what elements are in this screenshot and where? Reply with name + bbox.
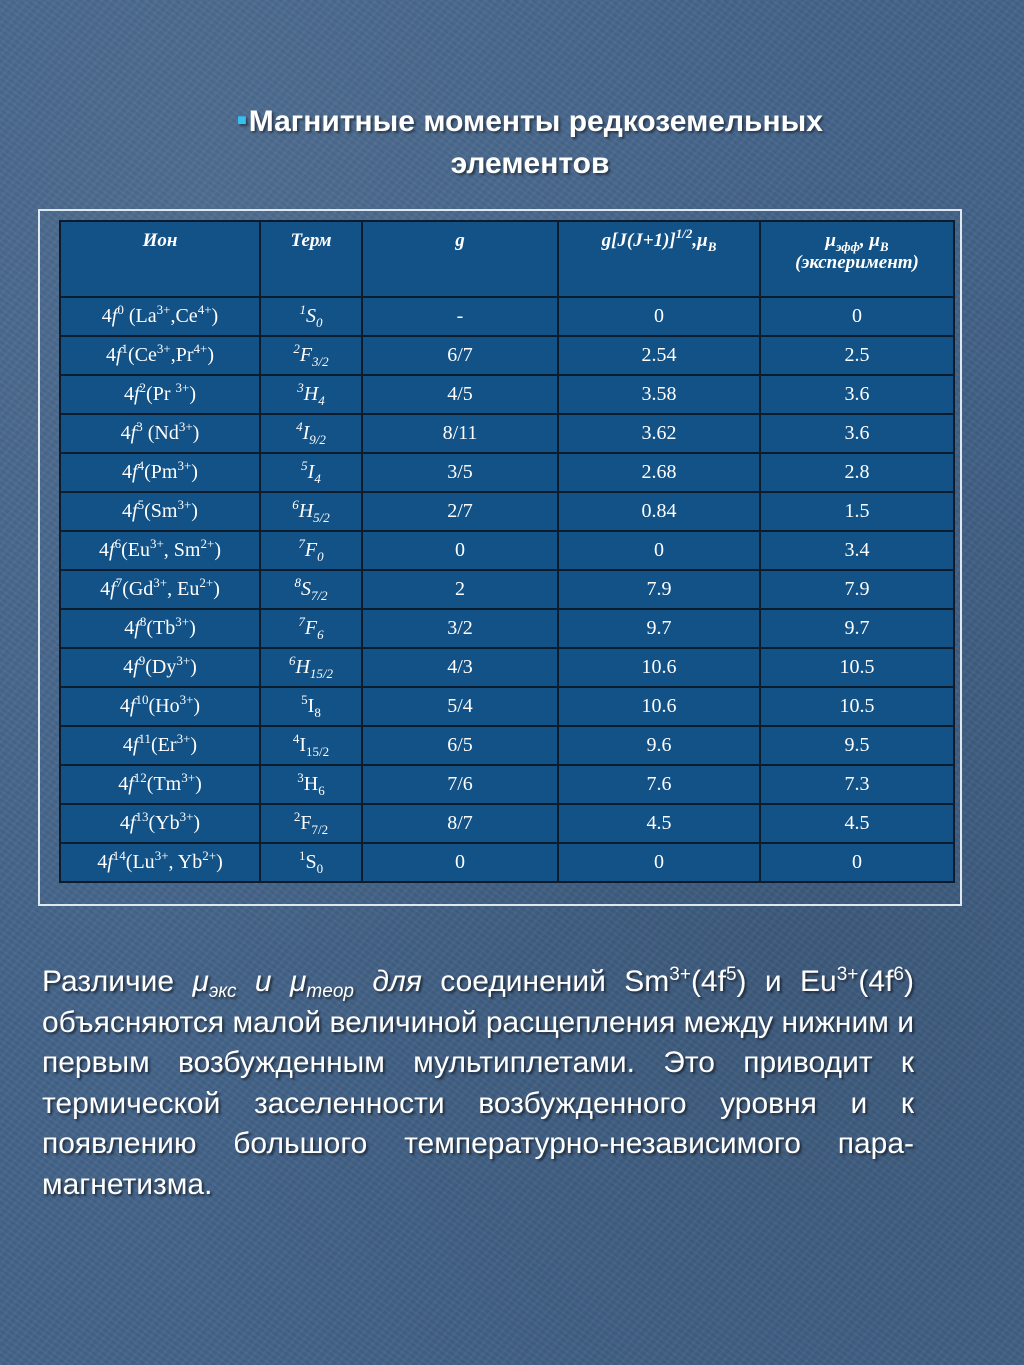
cell-g: 8/11 [362, 414, 558, 453]
cell-term: $^2F_{7/2}$ [260, 804, 362, 843]
header-term: Терм [260, 221, 362, 297]
cell-calc: 9.6 [558, 726, 760, 765]
bullet-icon: ■ [237, 112, 247, 129]
cell-ion: $4f^{10}(Ho^{3+})$ [60, 687, 260, 726]
cell-ion: $4f^4(Pm^{3+})$ [60, 453, 260, 492]
table-row [60, 570, 954, 609]
table-row [60, 375, 954, 414]
cell-exp: 7.3 [760, 765, 954, 804]
header-ion: Ион [60, 221, 260, 297]
cell-g: 3/2 [362, 609, 558, 648]
cell-exp: 10.5 [760, 648, 954, 687]
cell-term: $^3H_4$ [260, 375, 362, 414]
cell-ion: $4f^0$ $(La^{3+},Ce^{4+})$ [60, 297, 260, 336]
cell-g: 3/5 [362, 453, 558, 492]
cell-ion: $4f^{14}(Lu^{3+}$, $Yb^{2+}$) [60, 843, 260, 882]
cell-term: $^8S_{7/2}$ [260, 570, 362, 609]
table-row [60, 804, 954, 843]
cell-term: $^6H_{15/2}$ [260, 648, 362, 687]
cell-ion: $4f^1(Ce^{3+},Pr^{4+})$ [60, 336, 260, 375]
table-row [60, 843, 954, 882]
caption-text: Различие $\mu_{экс}$ и $\mu_{теор}$ для соединений $Sm^{3+}(4f^5)$ и $Eu^{3+}(4f^6)$ объясняются малой величиной расщепления между нижним и первым возбужденным мультиплетами. Это приводит к термической заселенности возбужденного уровня и к появлению большого температурно-независимого пара-магнетизма. [42, 964, 914, 1201]
cell-term: $^3H_6$ [260, 765, 362, 804]
cell-exp: 1.5 [760, 492, 954, 531]
cell-exp: 10.5 [760, 687, 954, 726]
cell-g: 2/7 [362, 492, 558, 531]
cell-ion: $4f^8(Tb^{3+})$ [60, 609, 260, 648]
cell-calc: 0 [558, 297, 760, 336]
cell-term: $^5I_4$ [260, 453, 362, 492]
header-g: g [362, 221, 558, 297]
cell-ion: $4f^6(Eu^{3+}$, $Sm^{2+}$) [60, 531, 260, 570]
cell-calc: 3.58 [558, 375, 760, 414]
cell-term: $^1S_0$ [260, 297, 362, 336]
cell-g: 0 [362, 843, 558, 882]
cell-term: $^6H_{5/2}$ [260, 492, 362, 531]
header-calc: $g[J(J+1)]^{1/2},\mu_B$ [558, 221, 760, 297]
cell-g: - [362, 297, 558, 336]
cell-term: $^7F_6$ [260, 609, 362, 648]
cell-ion: $4f^{12}(Tm^{3+})$ [60, 765, 260, 804]
cell-term: $^5I_8$ [260, 687, 362, 726]
cell-calc: 10.6 [558, 687, 760, 726]
cell-exp: 0 [760, 843, 954, 882]
cell-exp: 2.8 [760, 453, 954, 492]
cell-calc: 0 [558, 531, 760, 570]
table-row [60, 531, 954, 570]
header-exp: $\mu_{эфф}$, $\mu_B$ (эксперимент) [760, 221, 954, 297]
cell-term: $^1S_0$ [260, 843, 362, 882]
cell-exp: 9.5 [760, 726, 954, 765]
cell-exp: 3.6 [760, 414, 954, 453]
cell-ion: $4f^9(Dy^{3+})$ [60, 648, 260, 687]
cell-ion: $4f^{11}(Er^{3+})$ [60, 726, 260, 765]
cell-exp: 4.5 [760, 804, 954, 843]
cell-g: 2 [362, 570, 558, 609]
cell-g: 0 [362, 531, 558, 570]
magnetic-moments-table [59, 220, 955, 883]
table-header-row [60, 221, 954, 297]
cell-ion: $4f^{13}(Yb^{3+})$ [60, 804, 260, 843]
cell-calc: 0 [558, 843, 760, 882]
table-row [60, 414, 954, 453]
cell-calc: 10.6 [558, 648, 760, 687]
table-row [60, 609, 954, 648]
cell-g: 4/5 [362, 375, 558, 414]
table-row [60, 726, 954, 765]
title-line-2: элементов [450, 147, 610, 180]
cell-calc: 2.54 [558, 336, 760, 375]
cell-g: 7/6 [362, 765, 558, 804]
cell-g: 6/5 [362, 726, 558, 765]
table-body [60, 297, 954, 882]
cell-ion: $4f^2(Pr$ $^{3+}$) [60, 375, 260, 414]
cell-g: 4/3 [362, 648, 558, 687]
cell-calc: 3.62 [558, 414, 760, 453]
cell-exp: 0 [760, 297, 954, 336]
table-row [60, 648, 954, 687]
title-line-1: Магнитные моменты редкоземельных [248, 105, 823, 138]
cell-ion: $4f^3$ $(Nd^{3+})$ [60, 414, 260, 453]
table-row [60, 336, 954, 375]
cell-calc: 9.7 [558, 609, 760, 648]
cell-calc: 7.6 [558, 765, 760, 804]
cell-exp: 7.9 [760, 570, 954, 609]
page-title [170, 100, 890, 185]
cell-calc: 7.9 [558, 570, 760, 609]
cell-ion: $4f^5(Sm^{3+})$ [60, 492, 260, 531]
table-row [60, 492, 954, 531]
cell-term: $^7F_0$ [260, 531, 362, 570]
cell-exp: 9.7 [760, 609, 954, 648]
cell-g: 8/7 [362, 804, 558, 843]
cell-g: 5/4 [362, 687, 558, 726]
cell-calc: 4.5 [558, 804, 760, 843]
cell-ion: $4f^7(Gd^{3+}$, $Eu^{2+}$) [60, 570, 260, 609]
cell-calc: 2.68 [558, 453, 760, 492]
cell-term: $^4I_{15/2}$ [260, 726, 362, 765]
cell-exp: 3.4 [760, 531, 954, 570]
cell-exp: 3.6 [760, 375, 954, 414]
table-row [60, 687, 954, 726]
cell-calc: 0.84 [558, 492, 760, 531]
cell-g: 6/7 [362, 336, 558, 375]
table-row [60, 765, 954, 804]
table-row [60, 297, 954, 336]
cell-term: $^2F_{3/2}$ [260, 336, 362, 375]
table-row [60, 453, 954, 492]
cell-term: $^4I_{9/2}$ [260, 414, 362, 453]
cell-exp: 2.5 [760, 336, 954, 375]
